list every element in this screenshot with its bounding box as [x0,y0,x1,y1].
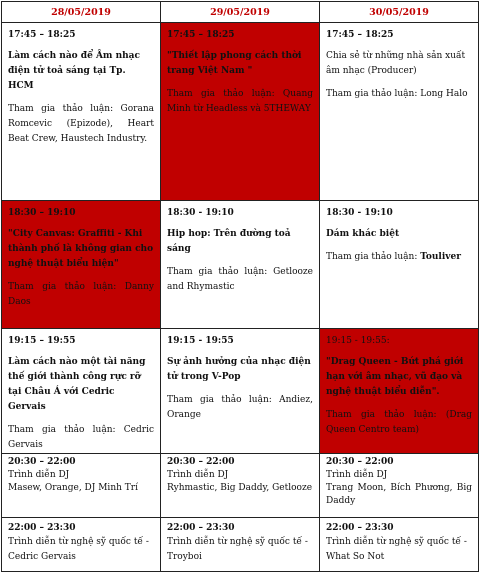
schedule-row [2,23,479,201]
schedule-row [2,518,479,572]
schedule-row [2,454,479,518]
session-panel: Tham gia thảo luận: Andiez, Orange [167,395,313,420]
date-header-row [2,2,479,23]
schedule-table [1,1,479,572]
performance-artists: Cedric Gervais [8,552,76,562]
performance-label: Trình diễn từ nghệ sỹ quốc tế - [8,537,149,547]
session-panel: Tham gia thảo luận: Gorana Romcevic (Epizode), Heart Beat Crew, Haustech Industry. [8,104,154,144]
session-cell [320,201,479,329]
session-cell [161,329,320,454]
session-time: 19:15 – 19:55 [8,336,76,346]
performance-time: 20:30 – 22:00 [326,457,394,467]
schedule-row [2,201,479,329]
performance-cell [2,454,161,518]
performance-label: Trình diễn từ nghệ sỹ quốc tế - [167,537,308,547]
performance-label: Trình diễn DJ [326,470,388,480]
performance-time: 22:00 – 23:30 [8,523,76,533]
performance-time: 20:30 – 22:00 [167,457,235,467]
session-title: "City Canvas: Graffiti - Khi thành phố là không gian cho nghệ thuật biểu hiện" [8,229,154,269]
session-cell [320,23,479,201]
performance-cell [161,518,320,572]
session-title: Hip hop: Trên đường toả sáng [167,229,291,254]
performance-cell [2,518,161,572]
session-time: 17:45 – 18:25 [8,30,76,40]
performance-artists: Trang Moon, Bích Phương, Big Daddy [326,483,472,506]
performance-cell [161,454,320,518]
performance-artists: Troyboi [167,552,202,562]
session-time: 19:15 - 19:55 [167,336,234,346]
session-cell [2,23,161,201]
session-panel: Tham gia thảo luận: Danny Daos [8,282,154,307]
session-time: 17:45 – 18:25 [167,30,235,40]
session-cell [161,201,320,329]
session-cell-highlight [320,329,479,454]
session-time: 19:15 - 19:55: [326,336,390,346]
session-panel: Tham gia thảo luận: (Drag Queen Centro team) [326,410,472,435]
session-time: 18:30 – 19:10 [8,208,76,218]
session-title: Làm cách nào một tài năng thế giới thành công rực rỡ tại Châu Á với Cedric Gervais [8,357,146,412]
date-header: 28/05/2019 [2,2,161,23]
session-title: "Drag Queen - Bứt phá giới hạn với âm nhạc, vũ đạo và nghệ thuật biểu diễn". [326,357,464,397]
date-header: 29/05/2019 [161,2,320,23]
session-panel: Tham gia thảo luận: Quang Minh từ Headless và 5THEWAY [167,89,313,114]
performance-artists: Ryhmastic, Big Daddy, Getlooze [167,483,313,493]
session-title: Dám khác biệt [326,229,400,239]
performance-time: 22:00 – 23:30 [167,523,235,533]
session-title: Làm cách nào để Âm nhạc điện tử toả sáng tại Tp. HCM [8,51,140,91]
session-time: 17:45 – 18:25 [326,30,394,40]
performance-time: 22:00 – 23:30 [326,523,394,533]
schedule-row [2,329,479,454]
session-title: Chia sẻ từ những nhà sản xuất âm nhạc (Producer) [326,51,466,76]
performance-label: Trình diễn DJ [167,470,229,480]
date-header: 30/05/2019 [320,2,479,23]
session-time: 18:30 - 19:10 [167,208,234,218]
session-cell [2,329,161,454]
session-title: "Thiết lập phong cách thời trang Việt Nam " [167,51,302,76]
performance-time: 20:30 – 22:00 [8,457,76,467]
session-cell-highlight [161,23,320,201]
panelist-name: Touliver [420,252,461,262]
session-time: 18:30 - 19:10 [326,208,393,218]
session-panel: Tham gia thảo luận: Long Halo [326,89,468,99]
performance-label: Trình diễn từ nghệ sỹ quốc tế - [326,537,467,547]
performance-cell [320,518,479,572]
performance-cell [320,454,479,518]
session-panel: Tham gia thảo luận: Getlooze and Rhymastic [167,267,313,292]
session-panel: Tham gia thảo luận: Touliver [326,252,461,262]
session-panel: Tham gia thảo luận: Cedric Gervais [8,425,154,450]
session-title: Sự ảnh hưởng của nhạc điện tử trong V-Pop [167,357,311,382]
performance-artists: Masew, Orange, DJ Minh Trí [8,483,138,493]
performance-label: Trình diễn DJ [8,470,70,480]
performance-artists: What So Not [326,552,385,562]
session-cell-highlight [2,201,161,329]
